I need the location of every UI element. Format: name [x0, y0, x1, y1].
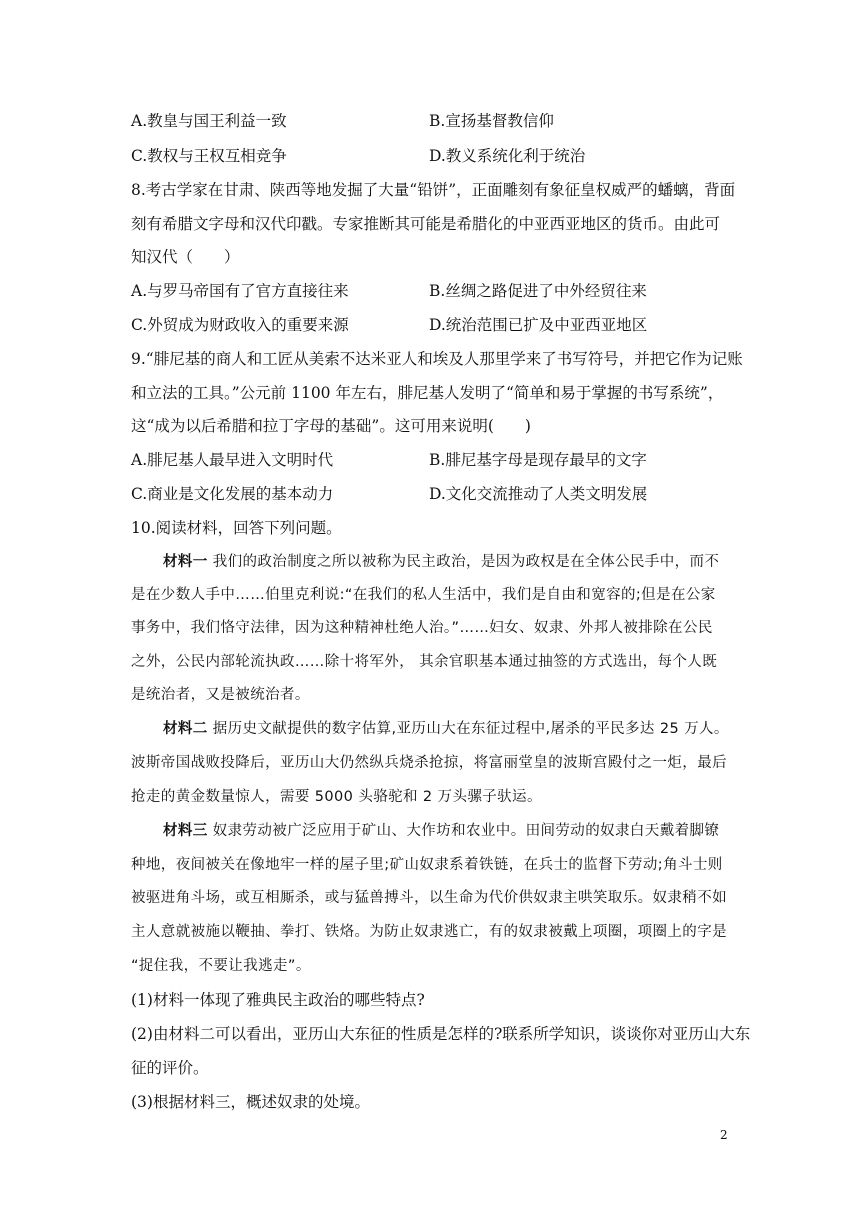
- sub-question-3: (3)根据材料三，概述奴隶的处境。: [131, 1093, 370, 1111]
- q8-option-d: D.统治范围已扩及中亚西亚地区: [429, 316, 648, 334]
- material-1-text-1: 我们的政治制度之所以被称为民主政治，是因为政权是在全体公民手中，而不: [207, 554, 720, 570]
- material-3-line-4: 主人意就被施以鞭抽、拳打、铁烙。为防止奴隶逃亡，有的奴隶被戴上项圈，项圈上的字是: [131, 924, 727, 940]
- q8-option-b: B.丝绸之路促进了中外经贸往来: [429, 282, 647, 300]
- material-3-heading: 材料三: [163, 823, 208, 839]
- q8-stem-line-3: 知汉代（ ）: [131, 248, 240, 266]
- material-1-line-5: 是统治者，又是被统治者。: [131, 687, 310, 703]
- q7-option-d: D.教义系统化利于统治: [429, 147, 586, 165]
- sub-question-1: (1)材料一体现了雅典民主政治的哪些特点?: [131, 991, 425, 1009]
- q9-stem-line-1: 9.“腓尼基的商人和工匠从美索不达米亚人和埃及人那里学来了书写符号，并把它作为记账: [131, 350, 743, 368]
- material-2-line-1: [163, 718, 763, 740]
- material-1-line-1: [163, 551, 763, 573]
- q8-stem-line-2: 刻有希腊文字母和汉代印戳。专家推断其可能是希腊化的中亚西亚地区的货币。由此可: [131, 215, 721, 233]
- q7-option-b: B.宣扬基督教信仰: [429, 112, 554, 130]
- q9-stem-line-3: 这“成为以后希腊和拉丁字母的基础”。这可用来说明( ): [131, 417, 531, 435]
- material-1-line-3: 事务中，我们恪守法律，因为这种精神杜绝人治。”……妇女、奴隶、外邦人被排除在公民: [131, 620, 713, 636]
- material-1-line-4: 之外，公民内部轮流执政……除十将军外， 其余官职基本通过抽签的方式选出，每个人既: [131, 654, 718, 670]
- q9-option-b: B.腓尼基字母是现存最早的文字: [429, 451, 647, 469]
- sub-question-2-line-1: (2)由材料二可以看出，亚历山大东征的性质是怎样的?联系所学知识，谈谈你对亚历山大东: [131, 1025, 751, 1043]
- material-1-line-2: 是在少数人手中……伯里克利说:“在我们的私人生活中，我们是自由和宽容的;但是在公家: [131, 587, 716, 603]
- material-3-text-1: 奴隶劳动被广泛应用于矿山、大作坊和农业中。田间劳动的奴隶白天戴着脚镣: [207, 823, 720, 839]
- material-3-line-5: “捉住我，不要让我逃走”。: [131, 958, 311, 974]
- sub-question-2-line-2: 征的评价。: [131, 1059, 209, 1077]
- q9-option-d: D.文化交流推动了人类文明发展: [429, 485, 648, 503]
- q9-option-c: C.商业是文化发展的基本动力: [131, 485, 334, 503]
- material-2-heading: 材料二: [163, 721, 208, 737]
- material-2-line-3: 抢走的黄金数量惊人，需要 5000 头骆驼和 2 万头骡子驮运。: [131, 789, 542, 805]
- q8-stem-line-1: 8.考古学家在甘肃、陕西等地发掘了大量“铅饼”，正面雕刻有象征皇权威严的蟠螭，背面: [131, 181, 736, 199]
- q9-stem-line-2: 和立法的工具。”公元前 1100 年左右，腓尼基人发明了“简单和易于掌握的书写系统”，: [131, 384, 724, 402]
- q8-option-c: C.外贸成为财政收入的重要来源: [131, 316, 349, 334]
- material-1-heading: 材料一: [163, 554, 208, 570]
- q7-option-a: A.教皇与国王利益一致: [131, 112, 287, 130]
- material-3-line-3: 被驱进角斗场，或互相厮杀，或与猛兽搏斗，以生命为代价供奴隶主哄笑取乐。奴隶稍不如: [131, 890, 727, 906]
- material-3-line-1: [163, 820, 763, 842]
- q10-stem: 10.阅读材料，回答下列问题。: [131, 519, 342, 537]
- q9-option-a: A.腓尼基人最早进入文明时代: [131, 451, 334, 469]
- q7-option-c: C.教权与王权互相竞争: [131, 147, 287, 165]
- material-2-text-1: 据历史文献提供的数字估算,亚历山大在东征过程中,屠杀的平民多达 25 万人。: [207, 721, 729, 737]
- page-number: 2: [720, 1128, 728, 1142]
- material-2-line-2: 波斯帝国战败投降后，亚历山大仍然纵兵烧杀抢掠，将富丽堂皇的波斯宫殿付之一炬，最后: [131, 755, 727, 771]
- q8-option-a: A.与罗马帝国有了官方直接往来: [131, 282, 349, 300]
- material-3-line-2: 种地，夜间被关在像地牢一样的屋子里;矿山奴隶系着铁链，在兵士的监督下劳动;角斗士则: [131, 857, 723, 873]
